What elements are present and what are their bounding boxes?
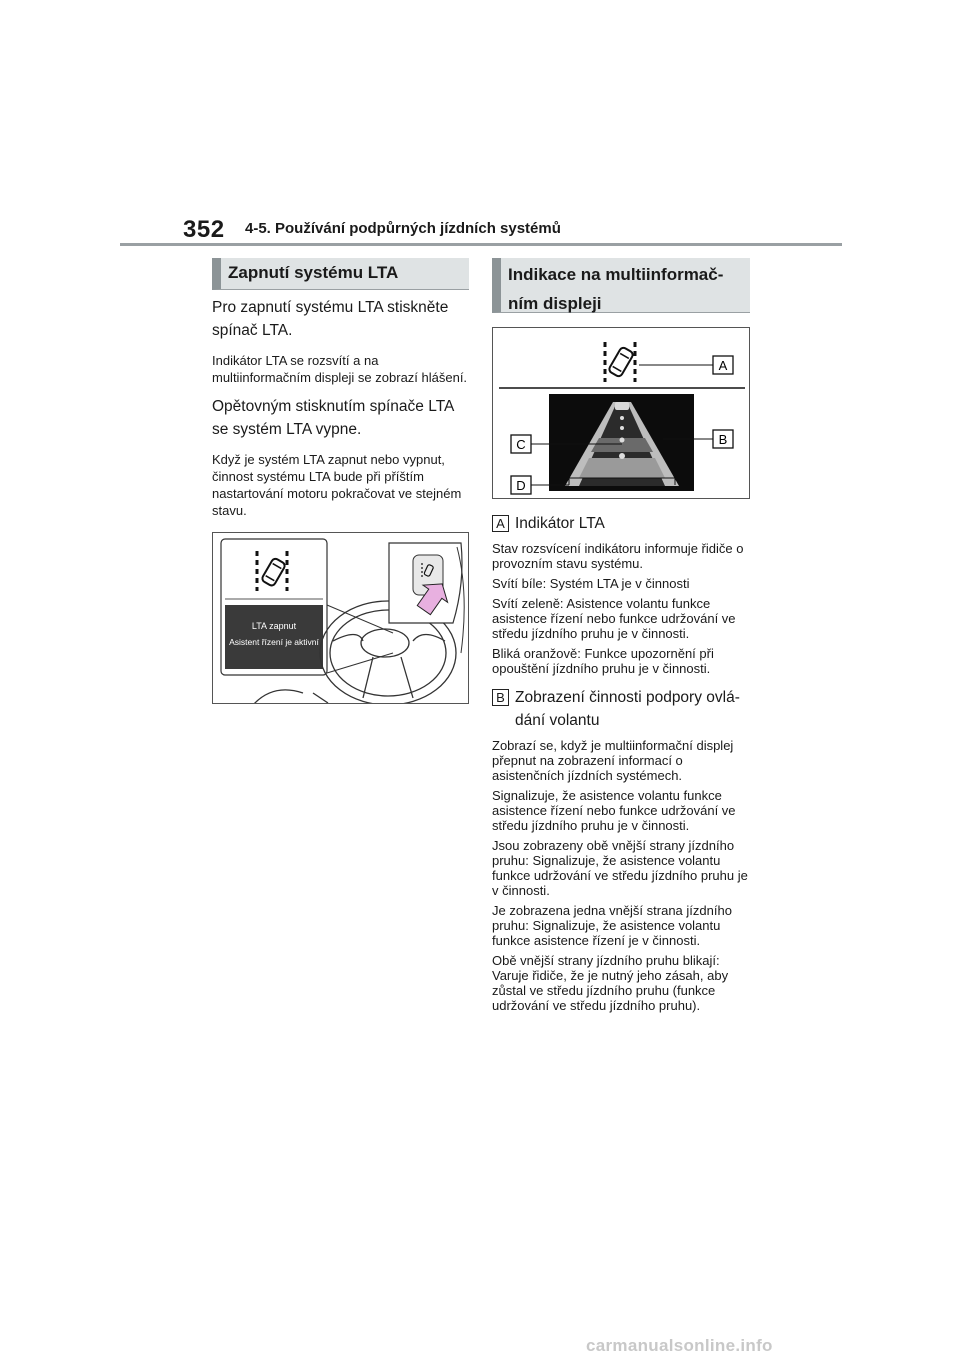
section-heading-lta-on-text: Zapnutí systému LTA — [228, 263, 399, 282]
item-a-desc: Stav rozsvícení indikátoru informuje řidiče o provozním stavu systému. — [492, 541, 744, 571]
callout-label-a: A — [718, 358, 728, 373]
item-b-desc4: Je zobrazena jedna vnější strana jízdního pruhu: Signalizuje, že asistence volantu funkce asistence řízení je v činnosti. — [492, 903, 732, 948]
item-b-title — [492, 686, 754, 732]
section-heading-lta-on — [212, 258, 469, 290]
item-b-label: B — [492, 689, 509, 706]
header-divider — [120, 243, 842, 246]
instruction-switch-off: Opětovným stisknutím spínače LTA se systém LTA vypne. — [212, 398, 454, 438]
item-a-title — [492, 512, 754, 535]
item-b-title-line2: dání volantu — [515, 712, 600, 729]
figure-lta-switch-drawing — [213, 533, 469, 704]
callout-label-d: D — [516, 478, 526, 493]
item-b-title-line1: Zobrazení činnosti podpory ovlá- — [515, 689, 740, 706]
figure-lta-switch — [212, 532, 469, 704]
display-message-line1: LTA zapnut — [251, 621, 297, 631]
right-column — [492, 512, 754, 1018]
instruction-switch-on: Pro zapnutí systému LTA stiskněte spínač LTA. — [212, 299, 449, 339]
item-b-desc2: Signalizuje, že asistence volantu funkce asistence řízení nebo funkce udržování ve středu jízdního pruhu je v činnosti. — [492, 788, 736, 833]
left-column — [212, 296, 472, 528]
lta-indicator-icon-large — [605, 342, 635, 382]
callout-label-b: B — [718, 432, 728, 447]
note-state-memory: Když je systém LTA zapnut nebo vypnut, činnost systému LTA bude při příštím nastartování motoru pokračovat ve stejném stavu. — [212, 452, 462, 518]
chapter-title: 4-5. Používání podpůrných jízdních systémů — [245, 220, 561, 237]
section-heading-mid-display-line1: Indikace na multiinformač- — [508, 265, 724, 284]
page-number: 352 — [183, 216, 225, 243]
note-indicator-on: Indikátor LTA se rozsvítí a na multiinformačním displeji se zobrazí hlášení. — [212, 353, 468, 385]
callout-label-c: C — [516, 437, 526, 452]
item-a-white: Svítí bíle: Systém LTA je v činnosti — [492, 576, 690, 591]
item-a-label: A — [492, 515, 509, 532]
section-heading-mid-display — [492, 258, 750, 313]
item-a-green: Svítí zeleně: Asistence volantu funkce asistence řízení nebo funkce udržování ve středu jízdního pruhu je v činnosti. — [492, 596, 736, 641]
item-a-orange: Bliká oranžově: Funkce upozornění při opouštění jízdního pruhu je v činnosti. — [492, 646, 714, 676]
item-b-desc3: Jsou zobrazeny obě vnější strany jízdního pruhu: Signalizuje, že asistence volantu funkce udržování ve středu jízdního pruhu je v činnosti. — [492, 838, 748, 898]
watermark: carmanualsonline.info — [586, 1336, 773, 1355]
display-message-line2: Asistent řízení je aktivní — [229, 637, 319, 647]
figure-multi-info-display — [492, 327, 750, 499]
item-a-title-text: Indikátor LTA — [515, 515, 605, 532]
item-b-desc1: Zobrazí se, když je multiinformační displej přepnut na zobrazení informací o asistenčních jízdních systémech. — [492, 738, 734, 783]
section-heading-mid-display-line2: ním displeji — [508, 294, 602, 313]
multi-info-display-drawing — [493, 328, 750, 499]
item-b-desc5: Obě vnější strany jízdního pruhu blikají: Varuje řidiče, že je nutný jeho zásah, aby zůstal ve středu jízdního pruhu (funkce udržování ve středu jízdního pruhu). — [492, 953, 729, 1013]
